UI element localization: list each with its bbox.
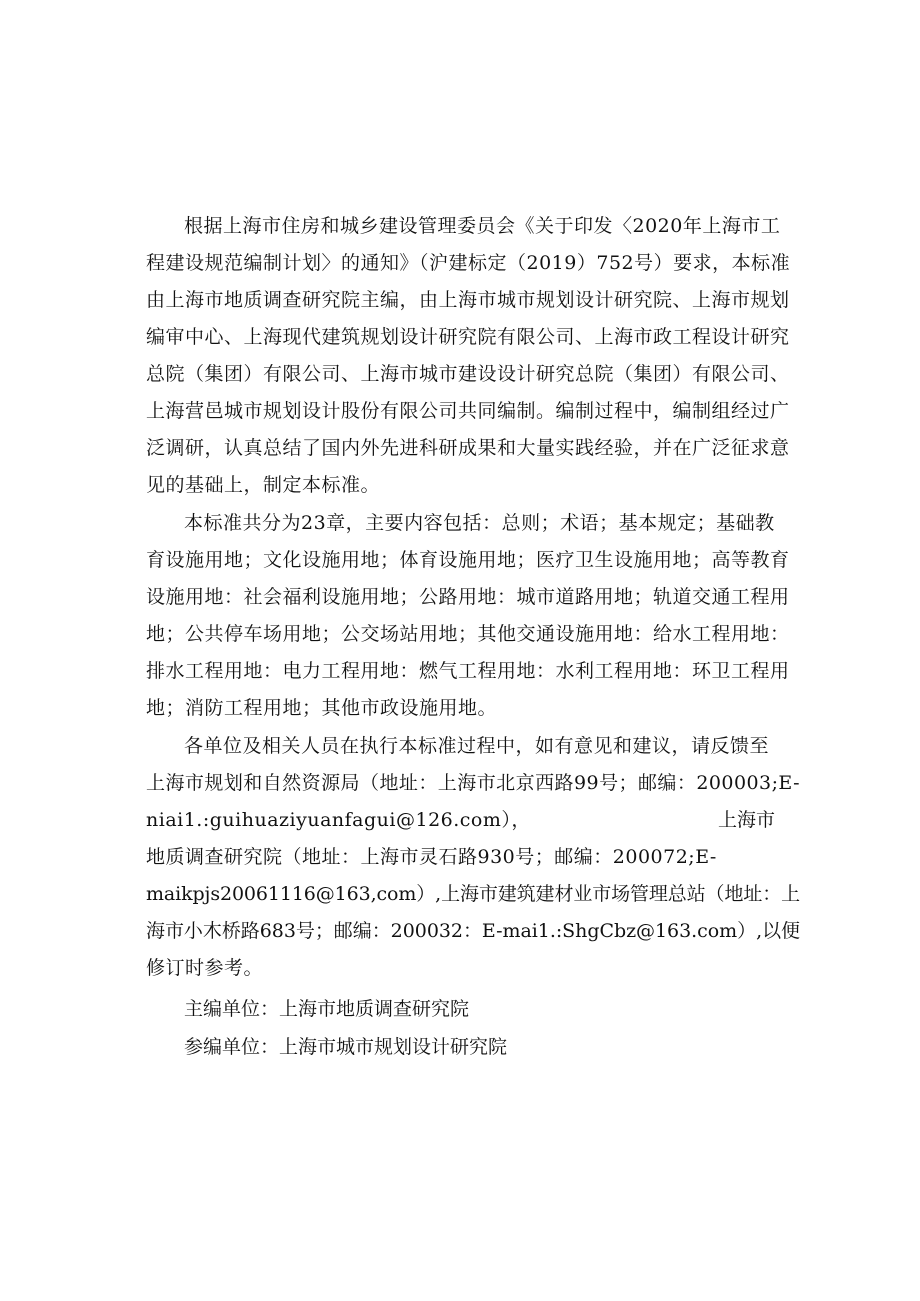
paragraph-1-line-5: 总院（集团）有限公司、上海市城市建设设计研究总院（集团）有限公司、 <box>146 363 790 385</box>
paragraph-3-line-7: 修订时参考。 <box>146 957 264 979</box>
paragraph-2-line-4: 地；公共停车场用地；公交场站用地；其他交通设施用地：给水工程用地： <box>146 623 790 645</box>
paragraph-1-line-7: 泛调研，认真总结了国内外先进科研成果和大量实践经验，并在广泛征求意 <box>146 437 790 459</box>
paragraph-1-line-4: 编审中心、上海现代建筑规划设计研究院有限公司、上海市政工程设计研究 <box>146 326 790 348</box>
paragraph-3-line-5: maikpjs20061116@163,com）,上海市建筑建材业市场管理总站（地址：上 <box>146 883 800 905</box>
paragraph-3-line-6: 海市小木桥路683号；邮编：200032：E-mai1.:ShgCbz@163.com）,以便 <box>146 920 800 942</box>
paragraph-3-line-4: 地质调查研究院（地址：上海市灵石路930号；邮编：200072;E- <box>146 846 717 868</box>
paragraph-1-line-1: 根据上海市住房和城乡建设管理委员会《关于印发〈2020年上海市工 <box>184 215 781 237</box>
paragraph-3-line-2: 上海市规划和自然资源局（地址：上海市北京西路99号；邮编：200003;E- <box>146 772 800 794</box>
paragraph-1-line-3: 由上海市地质调查研究院主编，由上海市城市规划设计研究院、上海市规划 <box>146 289 790 311</box>
participating-editor-unit: 参编单位：上海市城市规划设计研究院 <box>184 1036 508 1058</box>
paragraph-2-line-3: 设施用地：社会福利设施用地；公路用地：城市道路用地；轨道交通工程用 <box>146 586 790 608</box>
paragraph-2-line-6: 地；消防工程用地；其他市政设施用地。 <box>146 697 498 719</box>
paragraph-1-line-8: 见的基础上，制定本标准。 <box>146 474 381 496</box>
paragraph-2-line-5: 排水工程用地：电力工程用地：燃气工程用地：水利工程用地：环卫工程用 <box>146 660 790 682</box>
paragraph-3-line-1: 各单位及相关人员在执行本标准过程中，如有意见和建议，请反馈至 <box>184 735 770 757</box>
paragraph-1-line-6: 上海营邑城市规划设计股份有限公司共同编制。编制过程中，编制组经过广 <box>146 400 790 422</box>
chief-editor-unit: 主编单位：上海市地质调查研究院 <box>184 998 470 1020</box>
paragraph-2-line-2: 育设施用地；文化设施用地；体育设施用地；医疗卫生设施用地；高等教育 <box>146 549 790 571</box>
paragraph-3-right-fragment: 上海市 <box>718 809 776 831</box>
paragraph-3-line-3: niai1.:guihuaziyuanfagui@126.com）， <box>146 809 531 831</box>
paragraph-2-line-1: 本标准共分为23章，主要内容包括：总则；术语；基本规定；基础教 <box>184 512 775 534</box>
paragraph-1-line-2: 程建设规范编制计划〉的通知》（沪建标定（2019）752号）要求，本标准 <box>146 252 791 274</box>
